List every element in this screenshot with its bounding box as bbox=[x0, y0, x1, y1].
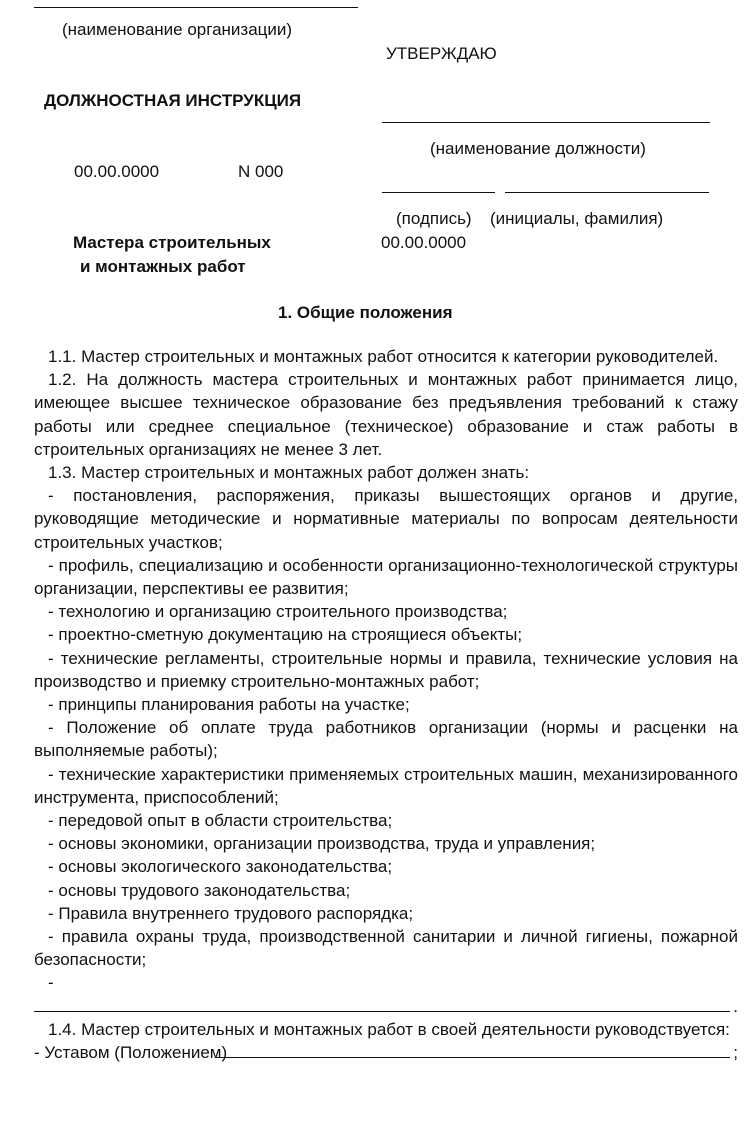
list-item: - проектно-сметную документацию на строящиеся объекты; bbox=[48, 625, 523, 645]
paragraph-1-3: 1.3. Мастер строительных и монтажных работ должен знать: bbox=[48, 463, 530, 483]
paragraph-1-2: 1.2. На должность мастера строительных и монтажных работ принимается лицо, имеющее высшее техническое образование без предъявления требований к стажу работы или среднее специальное (техническое) образование и стаж работы в строительных организациях не менее 3 лет. bbox=[34, 370, 738, 459]
blank-fill-line bbox=[34, 995, 738, 1018]
section-body bbox=[34, 345, 738, 1064]
job-title-line2: и монтажных работ bbox=[80, 257, 246, 276]
charter-prefix: - Уставом (Положением) bbox=[34, 1043, 228, 1063]
initials-line bbox=[505, 192, 709, 193]
list-item: - технические характеристики применяемых строительных машин, механизированного инструмента, приспособлений; bbox=[34, 764, 738, 807]
approve-date: 00.00.0000 bbox=[381, 233, 467, 252]
list-item: - постановления, распоряжения, приказы вышестоящих органов и другие, руководящие методические и нормативные материалы по вопросам деятельности строительных участков; bbox=[34, 486, 738, 552]
charter-end: ; bbox=[733, 1043, 738, 1063]
charter-line bbox=[34, 1041, 738, 1064]
list-item: - принципы планирования работы на участке; bbox=[48, 695, 410, 715]
approve-label: УТВЕРЖДАЮ bbox=[386, 44, 497, 63]
blank-dash: - bbox=[48, 973, 54, 993]
signature-line bbox=[382, 192, 495, 193]
list-item: - профиль, специализацию и особенности организационно-технологической структуры организации, перспективы ее развития; bbox=[34, 555, 738, 599]
initials-caption: (инициалы, фамилия) bbox=[490, 209, 664, 228]
org-name-line bbox=[34, 7, 358, 8]
blank-end: . bbox=[733, 996, 738, 1016]
position-caption: (наименование должности) bbox=[430, 139, 646, 158]
org-caption: (наименование организации) bbox=[62, 20, 293, 39]
list-item: - технические регламенты, строительные нормы и правила, технические условия на производство и приемку строительно-монтажных работ; bbox=[34, 648, 738, 691]
position-line bbox=[382, 122, 710, 123]
signature-caption: (подпись) bbox=[396, 209, 472, 228]
list-item: - основы трудового законодательства; bbox=[48, 880, 351, 900]
doc-number: N 000 bbox=[238, 162, 284, 181]
charter-fill-line bbox=[216, 1057, 730, 1058]
paragraph-1-1: 1.1. Мастер строительных и монтажных работ относится к категории руководителей. bbox=[48, 347, 719, 366]
paragraph-1-4: 1.4. Мастер строительных и монтажных работ в своей деятельности руководствуется: bbox=[48, 1019, 730, 1039]
doc-date: 00.00.0000 bbox=[74, 162, 160, 181]
section-heading: 1. Общие положения bbox=[278, 303, 453, 322]
list-item: - технологию и организацию строительного производства; bbox=[48, 602, 508, 622]
list-item: - Правила внутреннего трудового распорядка; bbox=[48, 903, 414, 923]
list-item: - основы экономики, организации производства, труда и управления; bbox=[48, 834, 596, 854]
list-item: - правила охраны труда, производственной санитарии и личной гигиены, пожарной безопасности; bbox=[34, 927, 738, 970]
list-item: - Положение об оплате труда работников организации (нормы и расценки на выполняемые работы); bbox=[34, 718, 738, 761]
job-title-line1: Мастера строительных bbox=[73, 233, 271, 252]
doc-title: ДОЛЖНОСТНАЯ ИНСТРУКЦИЯ bbox=[44, 91, 302, 110]
list-item: - основы экологического законодательства; bbox=[48, 857, 393, 877]
list-item: - передовой опыт в области строительства; bbox=[48, 811, 393, 831]
